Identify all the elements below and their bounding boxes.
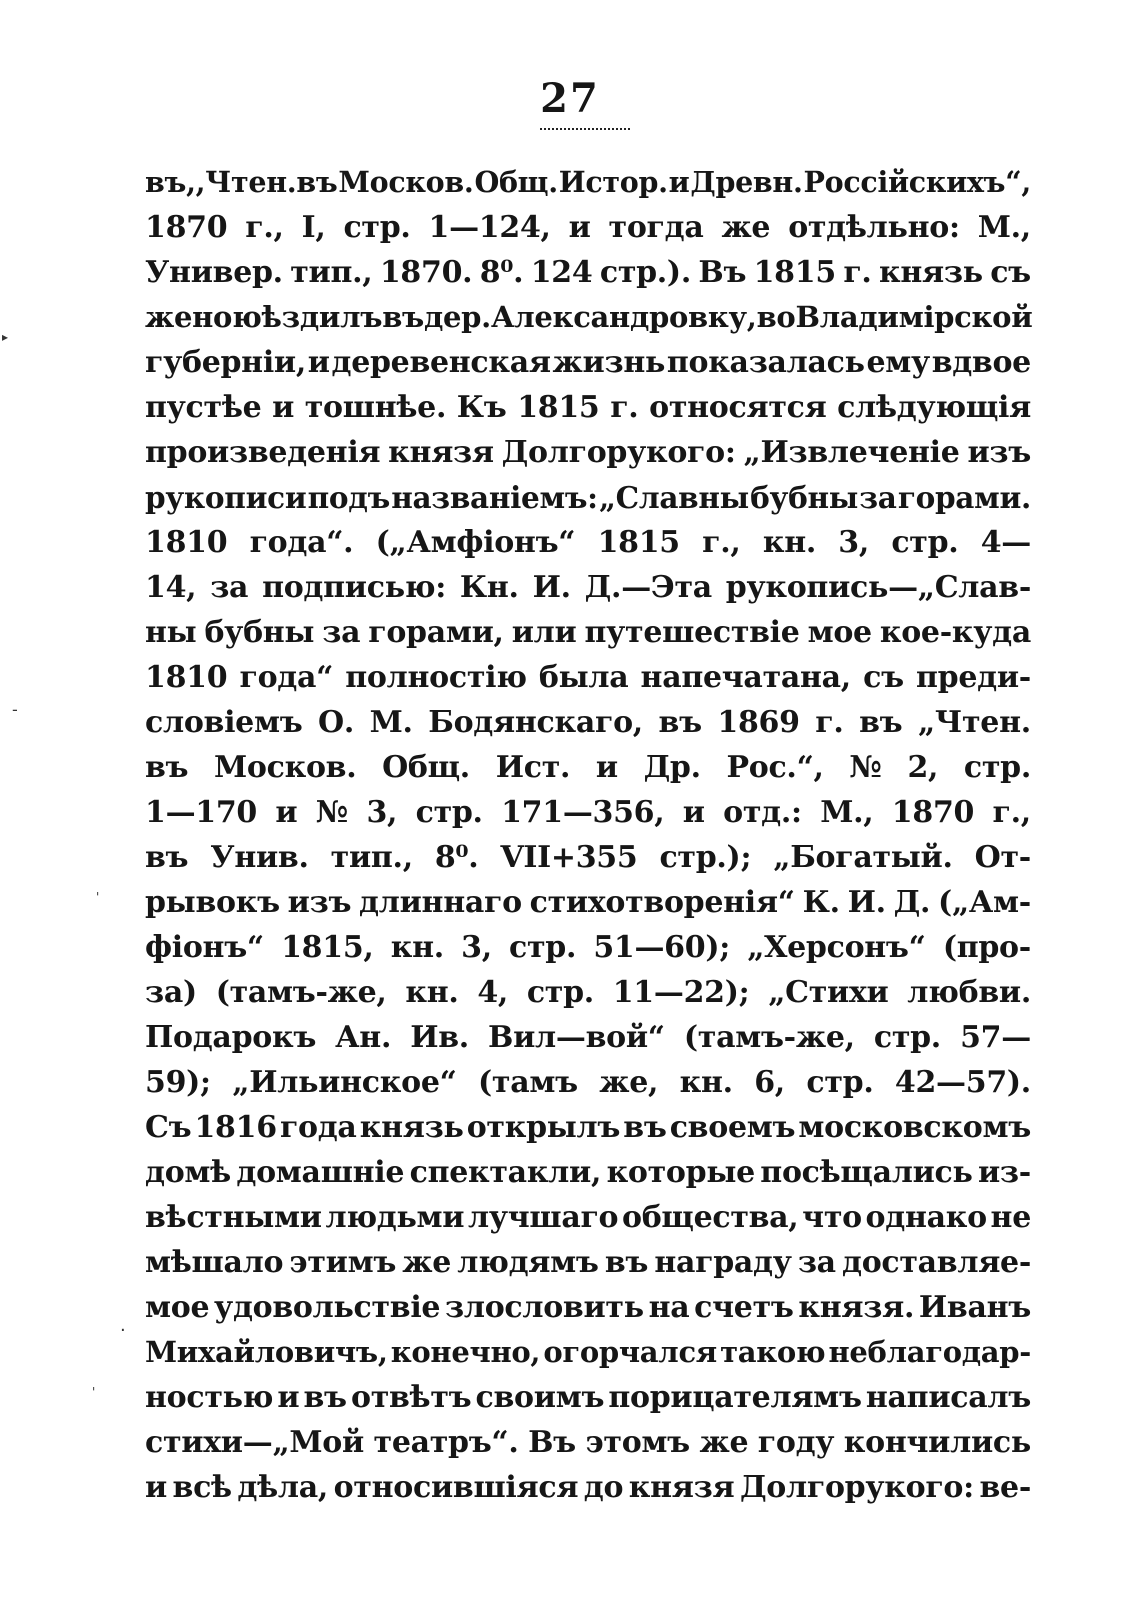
text-line: словіемъ О. М. Бодянскаго, въ 1869 г. въ „Чтен. <box>145 705 1031 740</box>
text-line: мѣшало этимъ же людямъ въ награду за доставляе- <box>145 1245 1031 1280</box>
text-line: въ,,Чтен.въ Москов. Общ. Истор. и Древн. Россійскихъ“, <box>145 165 1031 199</box>
text-line: 1870 г., I, стр. 1—124, и тогда же отдѣльно: М., <box>145 210 1031 245</box>
text-line: губерніи, и деревенская жизнь показалась ему вдвое <box>145 345 1031 380</box>
text-line: 59); „Ильинское“ (тамъ же, кн. 6, стр. 42—57). <box>145 1065 1031 1100</box>
text-line: 14, за подписью: Кн. И. Д.—Эта рукопись—„Слав- <box>145 570 1031 605</box>
text-line: вѣстными людьми лучшаго общества, что однако не <box>145 1200 1031 1235</box>
text-line: ны бубны за горами, или путешествіе мое кое-куда <box>145 615 1031 650</box>
margin-mark: ' <box>92 1385 96 1399</box>
margin-mark: ' <box>96 890 100 904</box>
margin-mark: - <box>12 700 18 719</box>
text-line: женою ѣздилъ въ дер. Александровку, во Владимірской <box>145 300 1033 334</box>
text-line: въ Москов. Общ. Ист. и Др. Рос.“, № 2, стр. <box>145 750 1031 785</box>
text-line: 1—170 и № 3, стр. 171—356, и отд.: М., 1870 г., <box>145 795 1031 830</box>
text-line: фіонъ“ 1815, кн. 3, стр. 51—60); „Херсонъ“ (про- <box>145 930 1031 965</box>
body-text <box>145 160 1031 1510</box>
text-line: Универ. тип., 1870. 8⁰. 124 стр.). Въ 1815 г. князь съ <box>145 255 1031 290</box>
text-line: 1810 года“ полностію была напечатана, съ преди- <box>145 660 1031 695</box>
text-line: домѣ домашніе спектакли, которые посѣщались из- <box>145 1155 1031 1190</box>
text-line: произведенія князя Долгорукого: „Извлеченіе изъ <box>145 435 1031 470</box>
text-line: и всѣ дѣла, относившіяся до князя Долгорукого: ве- <box>145 1470 1031 1505</box>
text-line: мое удовольствіе злословить на счетъ князя. Иванъ <box>145 1290 1031 1325</box>
text-line: рывокъ изъ длиннаго стихотворенія“ К. И. Д. („Ам- <box>145 885 1031 920</box>
text-line: за) (тамъ-же, кн. 4, стр. 11—22); „Стихи любви. <box>145 975 1031 1010</box>
header-rule <box>540 128 630 130</box>
text-line: пустѣе и тошнѣе. Къ 1815 г. относятся слѣдующія <box>145 390 1031 425</box>
page-number: 27 <box>540 75 600 122</box>
text-line: Подарокъ Ан. Ив. Вил—вой“ (тамъ-же, стр. 57— <box>145 1020 1031 1055</box>
text-line: стихи—„Мой театръ“. Въ этомъ же году кончились <box>145 1425 1031 1460</box>
text-line: въ Унив. тип., 8⁰. VII+355 стр.); „Богатый. От- <box>145 840 1031 875</box>
text-line: Съ 1816 года князь открылъ въ своемъ московскомъ <box>145 1110 1031 1145</box>
text-line: Михайловичъ, конечно, огорчался такою неблагодар- <box>145 1335 1031 1369</box>
text-line: рукописи подъ названіемъ: „Славны бубны за горами. <box>145 480 1031 515</box>
margin-mark: · <box>120 1320 126 1341</box>
text-line: ностью и въ отвѣтъ своимъ порицателямъ написалъ <box>145 1380 1031 1415</box>
margin-mark: ▸ <box>2 330 9 344</box>
text-line: 1810 года“. („Амфіонъ“ 1815 г., кн. 3, стр. 4— <box>145 525 1031 560</box>
